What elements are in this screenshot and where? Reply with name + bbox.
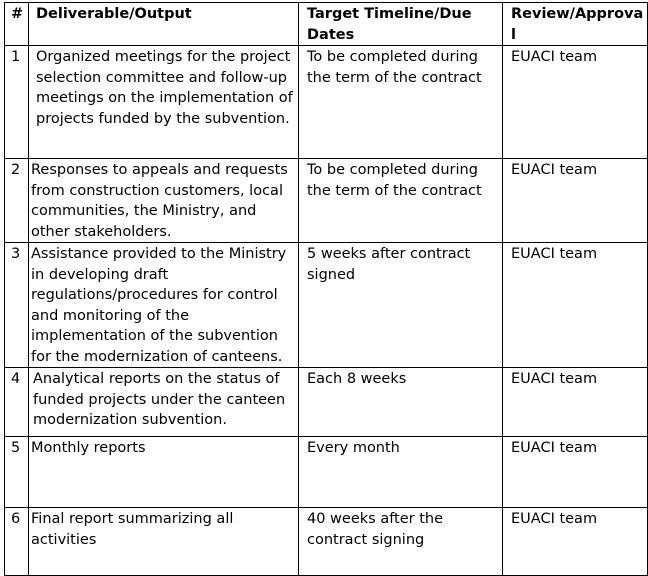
row-deliverable: Organized meetings for the project selection committee and follow-up meetings on the implementation of projects funded by the subvention. [29, 46, 299, 159]
row-deliverable: Analytical reports on the status of funded projects under the canteen modernization subvention. [29, 368, 299, 437]
row-timeline: Every month [299, 437, 503, 508]
table-header-row [5, 3, 648, 46]
table-row [5, 159, 648, 243]
row-number: 5 [5, 437, 29, 508]
row-review: EUACI team [503, 368, 648, 437]
header-deliverable: Deliverable/Output [29, 3, 299, 46]
table-row [5, 437, 648, 508]
row-number: 1 [5, 46, 29, 159]
row-timeline: Each 8 weeks [299, 368, 503, 437]
table-row [5, 508, 648, 576]
table-row [5, 243, 648, 368]
row-review: EUACI team [503, 46, 648, 159]
row-review: EUACI team [503, 437, 648, 508]
deliverables-table [4, 2, 648, 576]
row-review: EUACI team [503, 243, 648, 368]
row-deliverable: Responses to appeals and requests from construction customers, local communities, the Ministry, and other stakeholders. [29, 159, 299, 243]
row-review: EUACI team [503, 508, 648, 576]
table-row [5, 46, 648, 159]
row-review: EUACI team [503, 159, 648, 243]
row-timeline: To be completed during the term of the contract [299, 46, 503, 159]
row-number: 3 [5, 243, 29, 368]
header-review: Review/Approval [503, 3, 648, 46]
row-number: 2 [5, 159, 29, 243]
row-number: 4 [5, 368, 29, 437]
row-number: 6 [5, 508, 29, 576]
table-row [5, 368, 648, 437]
row-deliverable: Monthly reports [29, 437, 299, 508]
row-timeline: 40 weeks after the contract signing [299, 508, 503, 576]
row-deliverable: Final report summarizing all activities [29, 508, 299, 576]
header-timeline: Target Timeline/Due Dates [299, 3, 503, 46]
header-number: # [5, 3, 29, 46]
row-deliverable: Assistance provided to the Ministry in developing draft regulations/procedures for control and monitoring of the implementation of the subvention for the modernization of canteens. [29, 243, 299, 368]
row-timeline: 5 weeks after contract signed [299, 243, 503, 368]
row-timeline: To be completed during the term of the contract [299, 159, 503, 243]
